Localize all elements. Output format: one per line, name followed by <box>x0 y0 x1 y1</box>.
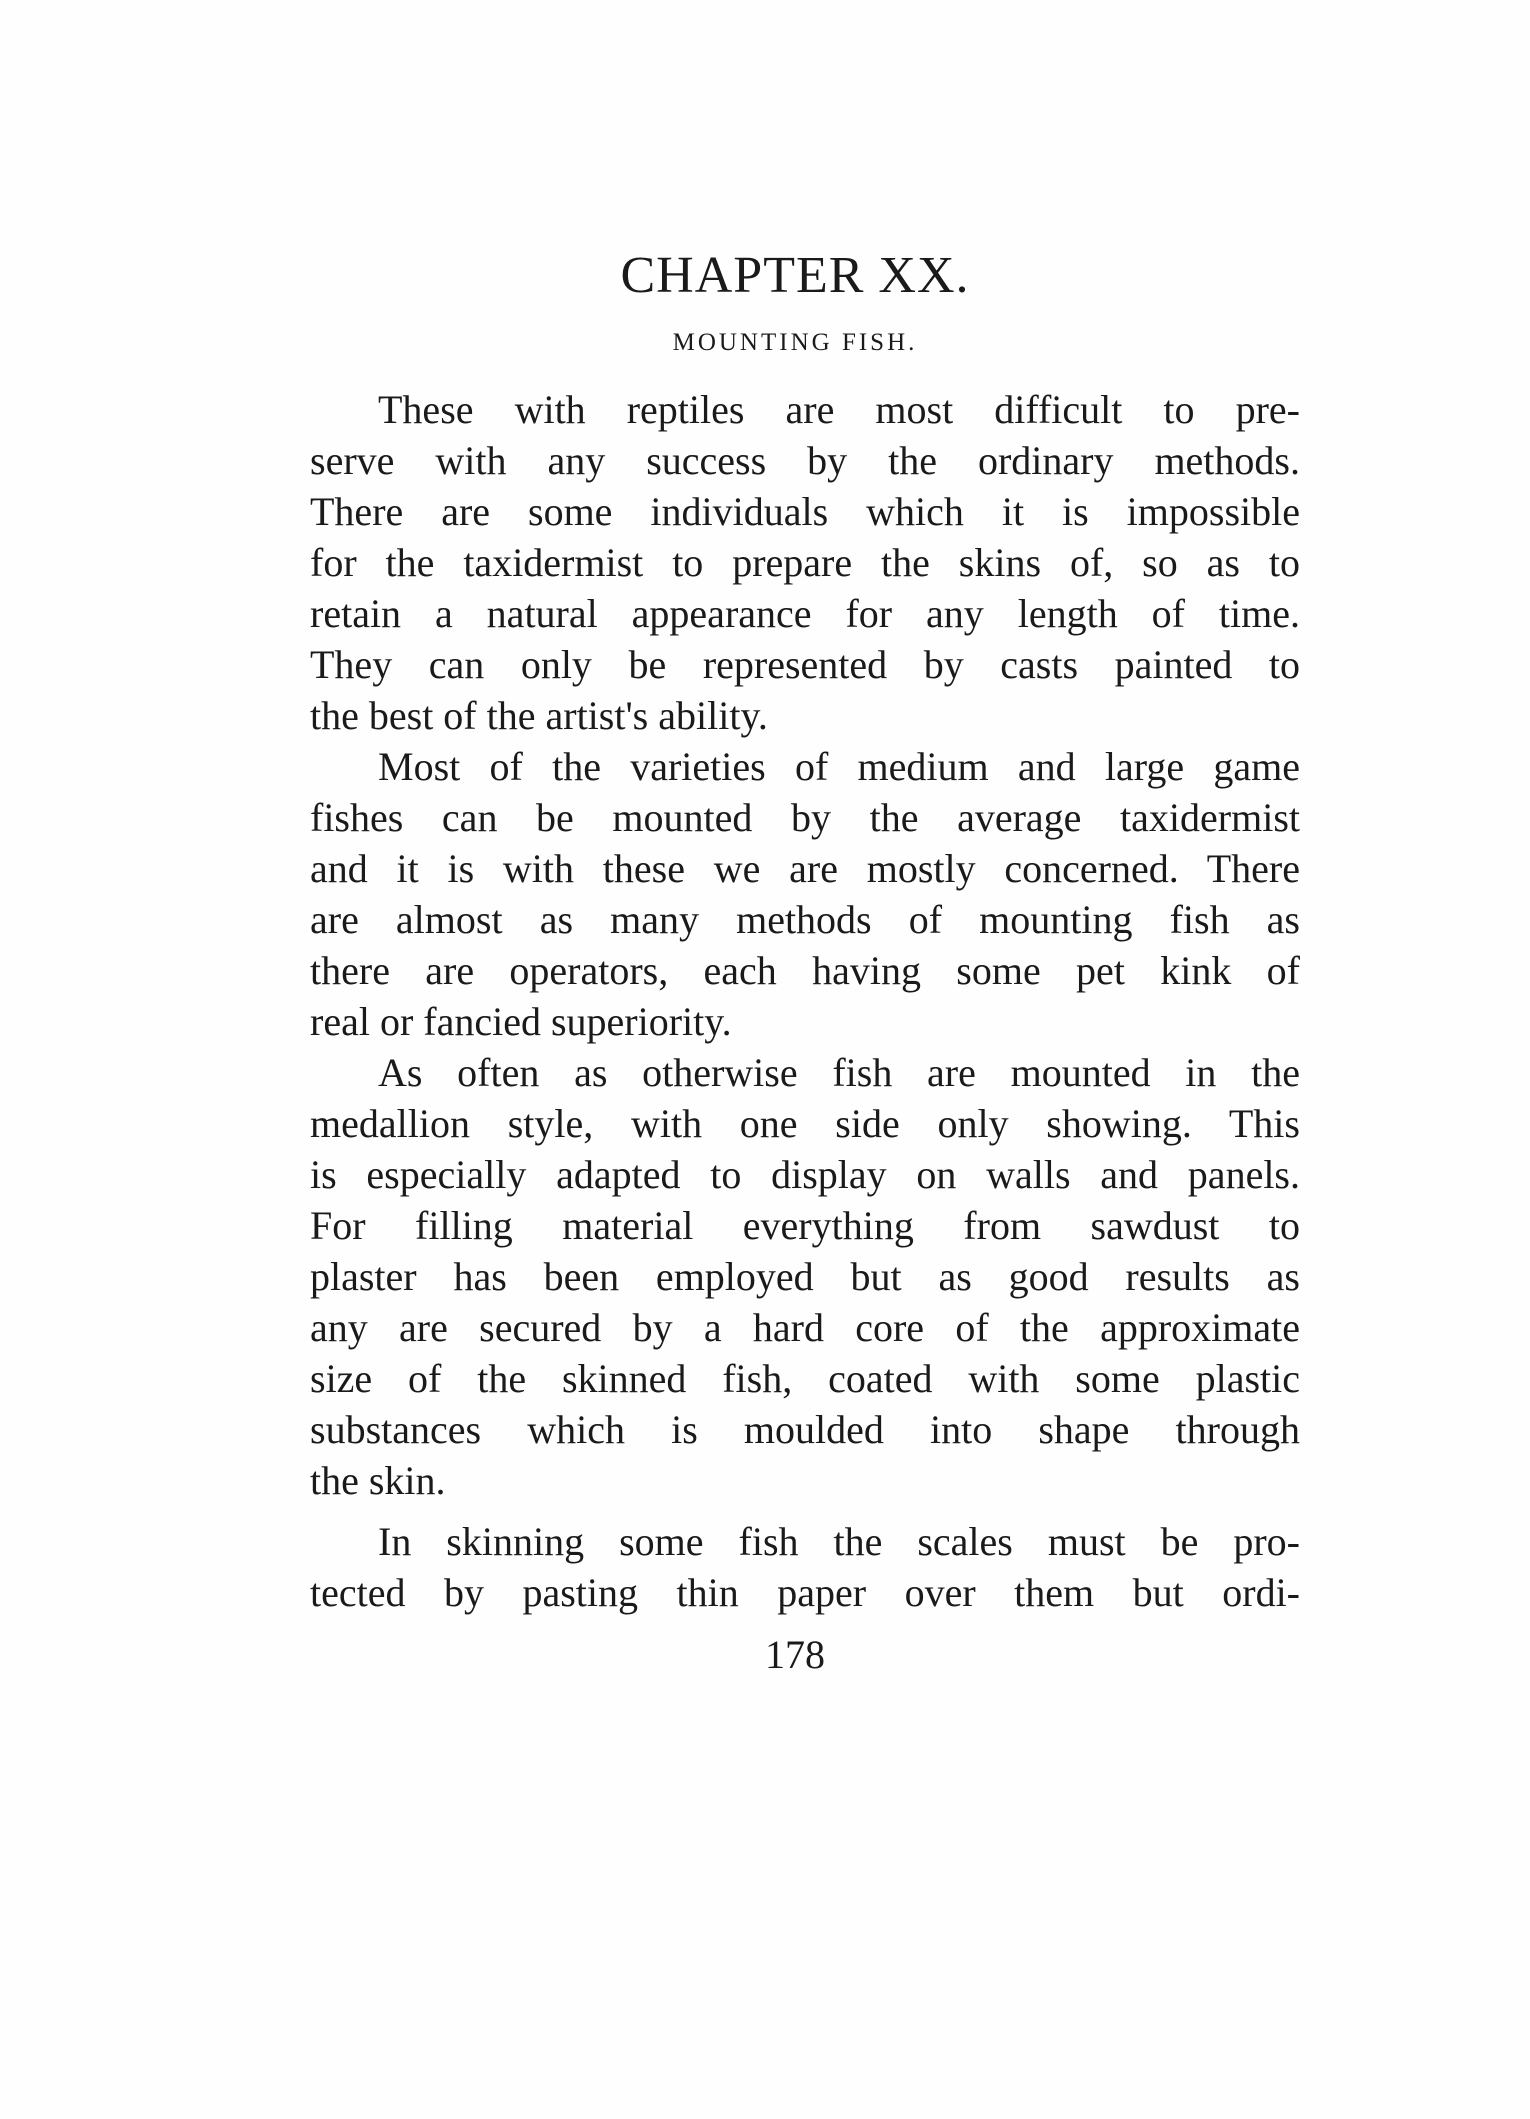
paragraph <box>310 384 1300 741</box>
text-line: real or fancied superiority. <box>310 999 732 1044</box>
text-line: tected by pasting thin paper over them but ordi- <box>310 1570 1300 1615</box>
text-line: the best of the artist's ability. <box>310 693 768 738</box>
text-line: size of the skinned fish, coated with some plastic <box>310 1356 1300 1401</box>
text-line: medallion style, with one side only showing. This <box>310 1101 1300 1146</box>
chapter-title: CHAPTER XX. <box>620 247 970 304</box>
text-line: the skin. <box>310 1458 446 1503</box>
text-line: fishes can be mounted by the average taxidermist <box>310 795 1300 840</box>
text-line: Most of the varieties of medium and large game <box>378 744 1300 789</box>
text-line: any are secured by a hard core of the approximate <box>310 1305 1300 1350</box>
text-line: is especially adapted to display on walls and panels. <box>310 1152 1300 1197</box>
paragraph <box>310 741 1300 1047</box>
text-line: for the taxidermist to prepare the skins of, so as to <box>310 540 1300 585</box>
text-line: For filling material everything from sawdust to <box>310 1203 1300 1248</box>
text-line: There are some individuals which it is impossible <box>310 489 1300 534</box>
text-line: They can only be represented by casts painted to <box>310 642 1300 687</box>
text-line: are almost as many methods of mounting fish as <box>310 897 1300 942</box>
paragraph <box>310 1516 1300 1618</box>
text-line: serve with any success by the ordinary methods. <box>310 438 1300 483</box>
body-text <box>310 384 1300 1618</box>
text-line: retain a natural appearance for any length of time. <box>310 591 1300 636</box>
text-line: there are operators, each having some pet kink of <box>310 948 1300 993</box>
text-line: plaster has been employed but as good results as <box>310 1254 1300 1299</box>
text-line: and it is with these we are mostly concerned. There <box>310 846 1300 891</box>
text-line: In skinning some fish the scales must be pro- <box>378 1519 1300 1564</box>
chapter-subtitle: MOUNTING FISH. <box>672 329 918 356</box>
text-line: As often as otherwise fish are mounted in the <box>378 1050 1300 1095</box>
page-number: 178 <box>765 1632 825 1677</box>
text-line: These with reptiles are most difficult to pre- <box>378 387 1300 432</box>
paragraph <box>310 1047 1300 1506</box>
text-line: substances which is moulded into shape through <box>310 1407 1300 1452</box>
paragraph-gap <box>310 1506 1300 1516</box>
